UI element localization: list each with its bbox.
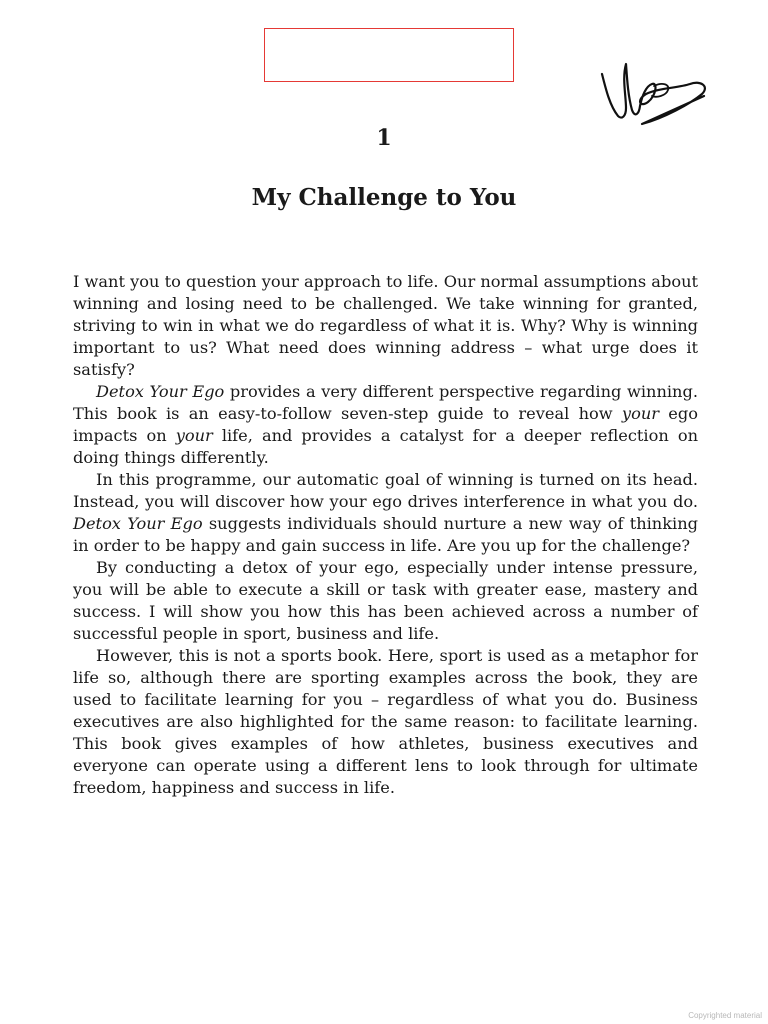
paragraph — [73, 271, 698, 381]
book-title: Detox Your Ego — [96, 382, 225, 401]
paragraph-text: In this programme, our automatic goal of winning is turned on its head. Instead, you will discover how your ego drives interference in what you do. — [73, 470, 698, 511]
chapter-body — [73, 271, 698, 799]
chapter-number: 1 — [376, 125, 392, 151]
paragraph-text: life, and provides a catalyst for a deeper reflection on doing things differently. — [73, 426, 698, 467]
paragraph-text: suggests individuals should nurture a new way of thinking in order to be happy and gain success in life. Are you up for the challenge? — [73, 514, 699, 555]
paragraph-text: I want you to question your approach to life. Our normal assumptions about winning and losing need to be challenged. We take winning for granted, striving to win in what we do regardless of what it is. Why? Why is winning important to us? What need does winning address – what urge does it satisfy? — [73, 272, 698, 379]
highlight-frame — [264, 28, 514, 82]
copyright-watermark: Copyrighted material — [688, 1011, 762, 1020]
emphasis-text: your — [175, 426, 213, 445]
emphasis-text: your — [621, 404, 659, 423]
paragraph-text: By conducting a detox of your ego, especially under intense pressure, you will be able to execute a skill or task with greater ease, mastery and success. I will show you how this has been achieved across a number of successful people in sport, business and life. — [73, 558, 698, 643]
chapter-title: My Challenge to You — [251, 184, 517, 211]
paragraph-text: However, this is not a sports book. Here, sport is used as a metaphor for life so, although there are sporting examples across the book, they are used to facilitate learning for you – regardless of what you do. Business executives are also highlighted for the same reason: to facilitate learning. This book gives examples of how athletes, business executives and everyone can operate using a different lens to look through for ultimate freedom, happiness and success in life. — [73, 646, 698, 797]
paragraph — [73, 469, 698, 557]
paragraph — [73, 557, 698, 645]
paragraph-text: provides a very different perspective regarding winning. This book is an easy-to-follow seven-step guide to reveal how — [73, 382, 698, 423]
book-title: Detox Your Ego — [73, 514, 203, 533]
paragraph — [73, 645, 698, 799]
paragraph-text: ego impacts on — [73, 404, 698, 445]
paragraph — [73, 381, 698, 469]
signature-icon — [592, 56, 718, 134]
